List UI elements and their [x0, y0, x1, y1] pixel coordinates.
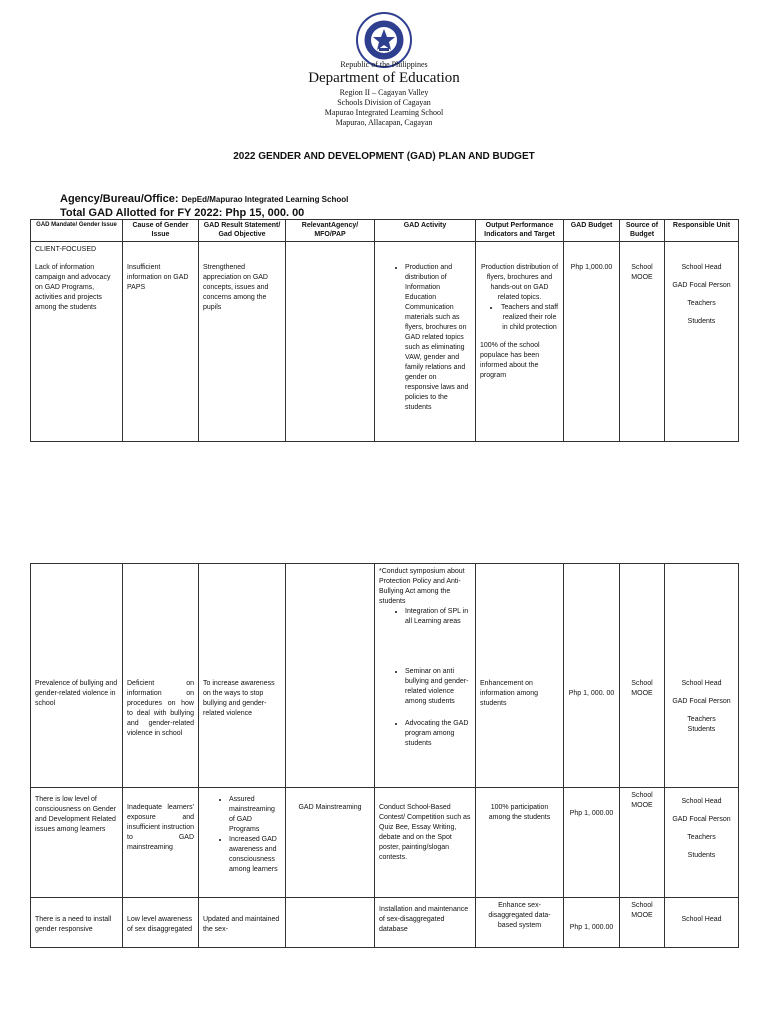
- responsible-cell: [665, 242, 739, 442]
- gad-result: Updated and maintained the sex-: [203, 916, 280, 933]
- table-row: [31, 564, 739, 788]
- division-line: Schools Division of Cagayan: [337, 98, 431, 107]
- address-line: Mapurao, Allacapan, Cagayan: [335, 118, 433, 127]
- agency-line: [60, 193, 348, 205]
- gender-cause: Inadequate learners' exposure and insufficient instruction to GAD mainstreaming: [127, 804, 194, 851]
- gender-cause: Deficient on information on procedures on how to deal with bullying and gender-related violence in school: [127, 680, 194, 737]
- activity-cell: [375, 564, 476, 788]
- agency-value: DepEd/Mapurao Integrated Learning School: [181, 195, 349, 204]
- output-cell: [476, 564, 564, 788]
- responsible-unit: GAD Focal Person: [672, 282, 731, 289]
- output-indicator: Enhance sex-disaggregated data-based system: [488, 902, 551, 929]
- budget-source: School MOOE: [631, 264, 653, 281]
- responsible-unit: School Head: [681, 264, 722, 271]
- gad-budget: Php 1, 000.00: [569, 810, 614, 817]
- relevant-mfo: GAD Mainstreaming: [298, 804, 362, 811]
- gad-budget: Php 1,000.00: [570, 264, 613, 271]
- mfo-cell: [286, 564, 375, 788]
- column-header: RelevantAgency/ MFO/PAP: [286, 220, 375, 242]
- source-cell: [620, 564, 665, 788]
- column-header: GAD Activity: [375, 220, 476, 242]
- gad-activity: Installation and maintenance of sex-disaggregated database: [379, 906, 469, 933]
- gad-budget: Php 1, 000. 00: [568, 690, 615, 697]
- cause-cell: [123, 564, 199, 788]
- gad-plan-table-2: [30, 563, 739, 948]
- column-header: Responsible Unit: [665, 220, 739, 242]
- result-cell: [199, 242, 286, 442]
- mfo-cell: [286, 242, 375, 442]
- mfo-cell: [286, 788, 375, 898]
- gender-issue-cell: [31, 242, 123, 442]
- gad-activity: *Conduct symposium about Protection Policy and Anti-Bullying Act among the students: [379, 568, 465, 605]
- column-header: GAD Result Statement/ Gad Objective: [199, 220, 286, 242]
- gender-issue-cell: [31, 898, 123, 948]
- responsible-unit: Teachers: [687, 300, 716, 307]
- gender-issue: There is a need to install gender responsive: [35, 916, 112, 933]
- total-allotted: Total GAD Allotted for FY 2022: Php 15, 000. 00: [60, 207, 305, 219]
- budget-cell: [564, 788, 620, 898]
- column-header: Source of Budget: [620, 220, 665, 242]
- gender-issue: Lack of information campaign and advocacy on GAD Programs, activities and projects among the students: [35, 264, 111, 311]
- source-cell: [620, 898, 665, 948]
- gad-activity: • Production and distribution of Information Education Communication materials such as flyers, brochures on GAD related topics such as eliminating VAW, gender and family relations and gender on responsive laws and policies to the students: [405, 263, 471, 413]
- output-indicator: 100% of the school populace has been informed about the program: [480, 342, 540, 379]
- budget-cell: [564, 242, 620, 442]
- gender-issue: Prevalence of bullying and gender-related violence in school: [35, 680, 118, 707]
- school-line: Mapurao Integrated Learning School: [324, 108, 444, 117]
- gad-activity: • Seminar on anti bullying and gender-related violence among students: [405, 667, 471, 707]
- gender-issue: There is low level of consciousness on Gender and Development Related issues among learners: [35, 796, 116, 833]
- table-row: [31, 788, 739, 898]
- responsible-unit: Teachers: [687, 716, 716, 723]
- output-cell: [476, 242, 564, 442]
- budget-source: School MOOE: [631, 792, 653, 809]
- output-cell: [476, 788, 564, 898]
- gad-budget: Php 1, 000.00: [569, 924, 614, 931]
- activity-cell: [375, 788, 476, 898]
- department-name: Department of Education: [308, 70, 460, 86]
- result-cell: [199, 564, 286, 788]
- section-label: CLIENT-FOCUSED: [35, 246, 97, 253]
- source-cell: [620, 242, 665, 442]
- responsible-unit: Students: [687, 726, 716, 733]
- column-header: GAD Budget: [564, 220, 620, 242]
- column-header: Output Performance Indicators and Target: [476, 220, 564, 242]
- output-indicator: • Teachers and staff realized their role in child protection: [500, 303, 559, 333]
- result-cell: [199, 788, 286, 898]
- gad-plan-table-1: [30, 219, 739, 442]
- republic-line: Republic of the Philippines: [340, 60, 428, 69]
- gad-result: • Assured mainstreaming of GAD Programs: [229, 795, 281, 835]
- column-header: Cause of Gender Issue: [123, 220, 199, 242]
- column-header: GAD Mandate/ Gender Issue: [31, 220, 123, 242]
- gad-activity: • Advocating the GAD program among students: [405, 719, 471, 749]
- budget-source: School MOOE: [631, 680, 653, 697]
- responsible-unit: Teachers: [687, 834, 716, 841]
- responsible-unit: School Head: [681, 916, 722, 923]
- source-cell: [620, 788, 665, 898]
- budget-source: School MOOE: [631, 902, 653, 919]
- gender-issue-cell: [31, 564, 123, 788]
- responsible-cell: [665, 564, 739, 788]
- output-indicator: 100% participation among the students: [488, 804, 551, 821]
- result-cell: [199, 898, 286, 948]
- plan-title: 2022 GENDER AND DEVELOPMENT (GAD) PLAN AND BUDGET: [233, 151, 535, 162]
- activity-cell: [375, 898, 476, 948]
- responsible-cell: [665, 898, 739, 948]
- output-indicator: Enhancement on information among students: [480, 680, 538, 707]
- gad-activity: • Integration of SPL in all Learning areas: [405, 607, 471, 627]
- agency-label: Agency/Bureau/Office:: [60, 193, 179, 205]
- budget-cell: [564, 898, 620, 948]
- output-indicator: Production distribution of flyers, brochures and hands-out on GAD related topics.: [480, 264, 559, 301]
- activity-cell: [375, 242, 476, 442]
- table-header-row: [31, 220, 739, 242]
- mfo-cell: [286, 898, 375, 948]
- responsible-unit: School Head: [681, 680, 722, 687]
- gad-result: To increase awareness on the ways to stop bullying and gender-related violence: [203, 680, 275, 717]
- gad-result: • Increased GAD awareness and consciousness among learners: [229, 835, 281, 875]
- region-line: Region II – Cagayan Valley: [339, 88, 429, 97]
- gender-cause: Insufficient information on GAD PAPS: [127, 264, 189, 291]
- responsible-unit: School Head: [681, 798, 722, 805]
- responsible-unit: GAD Focal Person: [672, 698, 731, 705]
- gad-activity: Conduct School-Based Contest/ Competition such as Quiz Bee, Essay Writing, debate and on the Spot poster, painting/slogan contests.: [379, 804, 471, 861]
- gad-result: Strengthened appreciation on GAD concepts, issues and concerns among the pupils: [203, 264, 269, 311]
- responsible-unit: Students: [687, 318, 716, 325]
- responsible-unit: GAD Focal Person: [672, 816, 731, 823]
- output-cell: [476, 898, 564, 948]
- table-row: [31, 242, 739, 442]
- cause-cell: [123, 898, 199, 948]
- responsible-cell: [665, 788, 739, 898]
- cause-cell: [123, 788, 199, 898]
- budget-cell: [564, 564, 620, 788]
- gender-issue-cell: [31, 788, 123, 898]
- responsible-unit: Students: [687, 852, 716, 859]
- gender-cause: Low level awareness of sex disaggregated: [127, 916, 192, 933]
- table-row: [31, 898, 739, 948]
- cause-cell: [123, 242, 199, 442]
